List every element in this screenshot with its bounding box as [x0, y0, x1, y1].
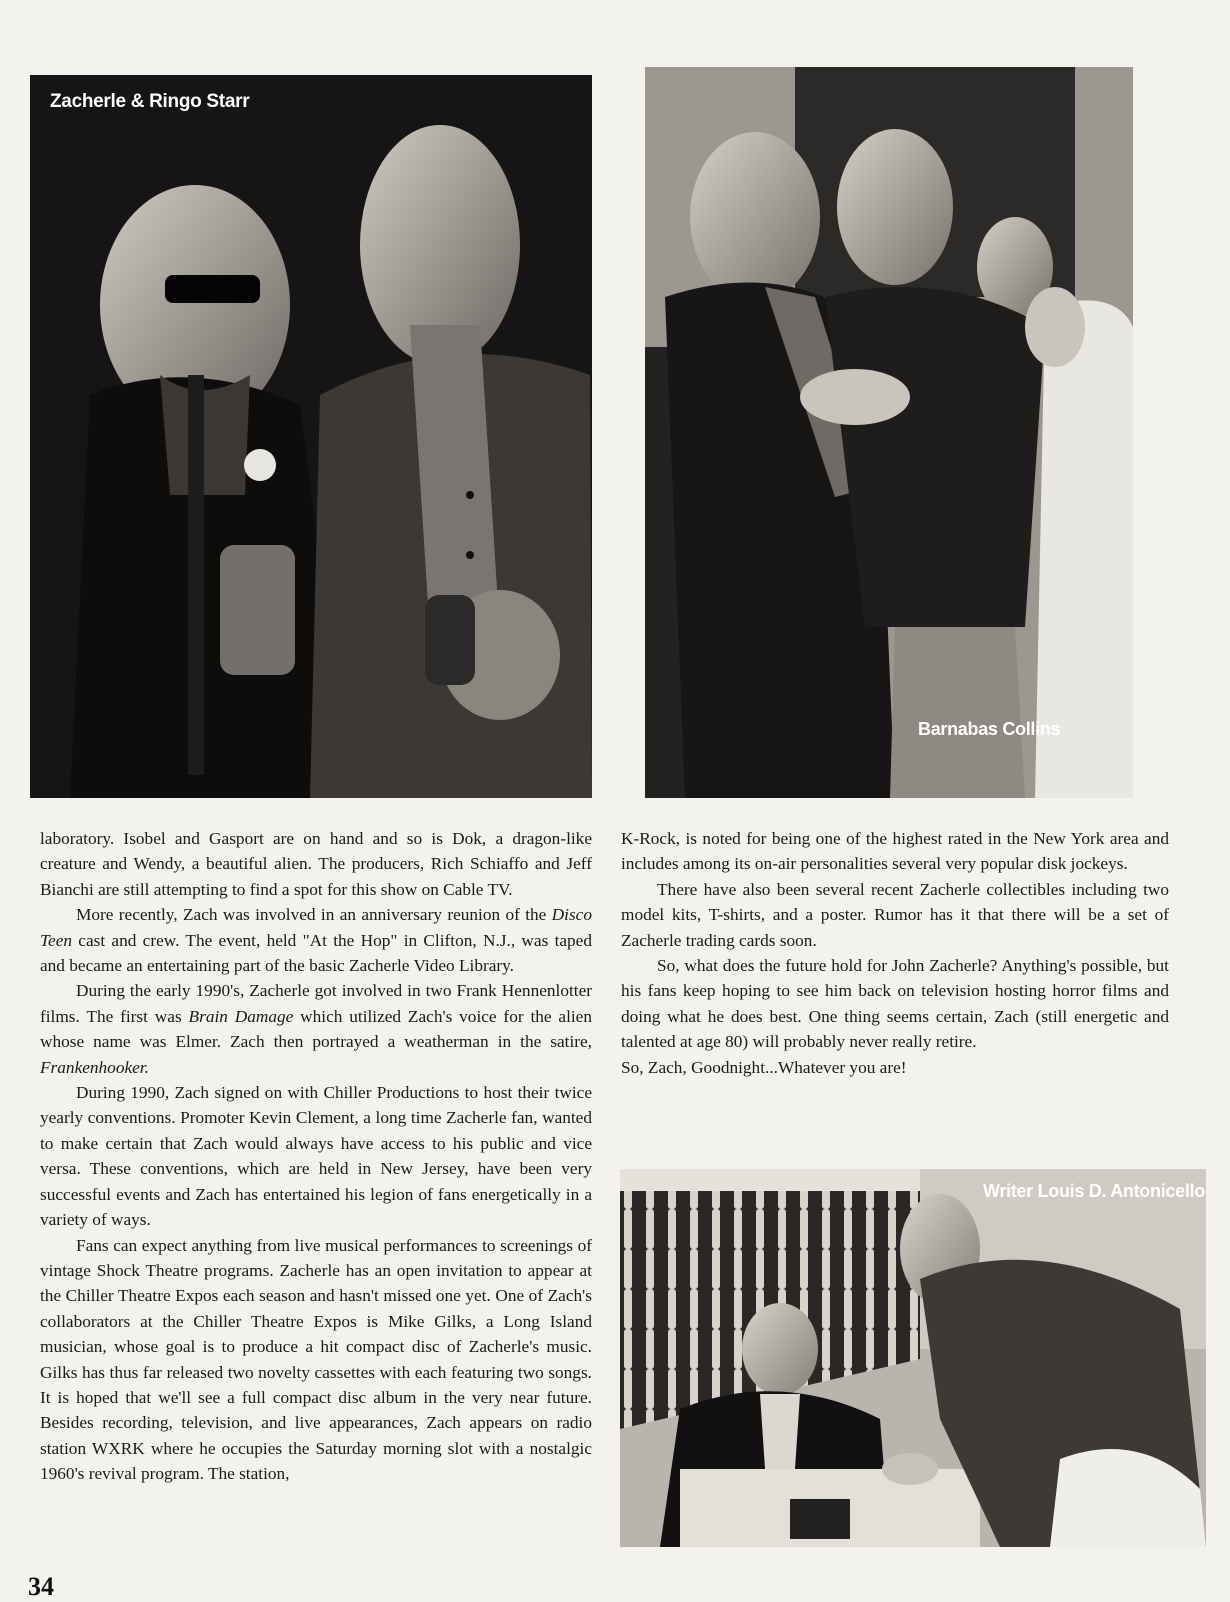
text-run: which utilized Zach's voice for the alien whose name was Elmer. Zach then portrayed a weatherman in the satire,: [40, 1006, 592, 1052]
paragraph: During 1990, Zach signed on with Chiller Productions to host their twice yearly conventions. Promoter Kevin Clement, a long time Zacherle fan, wanted to make certain that Zach would always have access to his public and vice versa. These conventions, which are held in New Jersey, have been very successful events and Zach has entertained his legion of fans energetically in a variety of ways.: [40, 1083, 592, 1230]
photo-zacherle-ringo: [30, 75, 592, 798]
page-number: 34: [28, 1572, 54, 1601]
paragraph: Fans can expect anything from live musical performances to screenings of vintage Shock Theatre programs. Zacherle has an open invitation to appear at the Chiller Theatre Expos each season and hasn't missed one yet. One of Zach's collaborators at the Chiller Theatre Expos is Mike Gilks, a Long Island musician, whose goal is to produce a hit compact disc of Zacherle's music. Gilks has thus far released two novelty cassettes with each featuring two songs. It is hoped that we'll see a full compact disc album in the very near future. Besides recording, television, and live appearances, Zach appears on radio station WXRK where he occupies the Saturday morning slot with a nostalgic 1960's revival program. The station,: [40, 1235, 592, 1484]
paragraph: There have also been several recent Zacherle collectibles including two model kits, T-shirts, and a poster. Rumor has it that there will be a set of Zacherle trading cards soon.: [621, 879, 1169, 950]
caption-writer-antonicello: Writer Louis D. Antonicello: [983, 1181, 1205, 1201]
text-column-right: [621, 826, 1169, 1080]
italic-title: Disco Teen: [40, 905, 592, 950]
paragraph: [40, 902, 592, 978]
photo-writer-antonicello: [620, 1169, 1206, 1547]
photo-barnabas-collins: [645, 67, 1133, 798]
paragraph: K-Rock, is noted for being one of the highest rated in the New York area and includes among its on-air personalities several very popular disk jockeys.: [621, 829, 1169, 874]
photo-scene: [645, 67, 1133, 798]
paragraph: [40, 978, 592, 1080]
italic-title: Frankenhooker.: [40, 1057, 149, 1077]
photo-scene: [30, 75, 592, 798]
caption-barnabas-collins: Barnabas Collins: [918, 719, 1061, 739]
paragraph: So, Zach, Goodnight...Whatever you are!: [621, 1057, 907, 1077]
paragraph: laboratory. Isobel and Gasport are on hand and so is Dok, a dragon-like creature and Wendy, a beautiful alien. The producers, Rich Schiaffo and Jeff Bianchi are still attempting to find a spot for this show on Cable TV.: [40, 829, 592, 899]
italic-title: Brain Damage: [188, 1006, 294, 1026]
caption-zacherle-ringo: Zacherle & Ringo Starr: [50, 91, 250, 112]
paragraph: So, what does the future hold for John Zacherle? Anything's possible, but his fans keep hoping to see him back on television hosting horror films and doing what he does best. One thing seems certain, Zach (still energetic and talented at age 80) will probably never really retire.: [621, 956, 1169, 1052]
text-run: cast and crew. The event, held "At the Hop" in Clifton, N.J., was taped and became an entertaining part of the basic Zacherle Video Library.: [40, 930, 592, 976]
text-run: More recently, Zach was involved in an anniversary reunion of the: [76, 905, 552, 925]
text-column-left: [40, 826, 592, 1487]
text-run: During the early 1990's, Zacherle got involved in two Frank Hennenlotter films. The first was: [40, 981, 592, 1026]
photo-scene: [620, 1169, 1206, 1547]
